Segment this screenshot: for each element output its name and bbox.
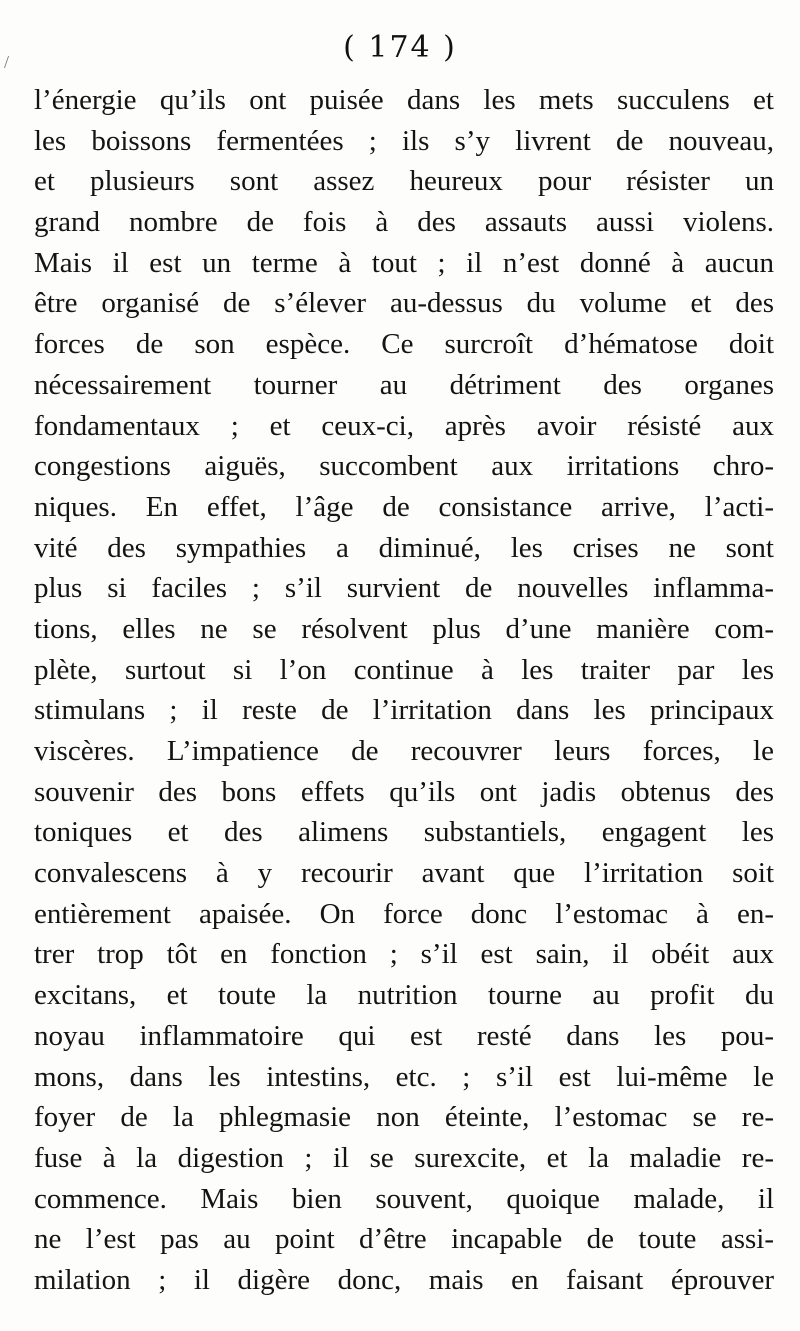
text-line: être organisé de s’élever au-dessus du volume et des (34, 287, 774, 320)
margin-tick-mark: / (4, 52, 10, 72)
text-line: grand nombre de fois à des assauts aussi violens. (34, 206, 774, 239)
text-line: forces de son espèce. Ce surcroît d’hématose doit (34, 328, 774, 361)
text-line: foyer de la phlegmasie non éteinte, l’estomac se re- (34, 1101, 774, 1134)
text-line: nécessairement tourner au détriment des organes (34, 368, 774, 401)
text-line: congestions aiguës, succombent aux irritations chro- (34, 450, 774, 483)
text-line: trer trop tôt en fonction ; s’il est sain, il obéit aux (34, 938, 774, 971)
text-line: milation ; il digère donc, mais en faisant éprouver (34, 1263, 774, 1296)
text-line: plus si faciles ; s’il survient de nouvelles inflamma- (34, 572, 774, 605)
text-line: viscères. L’impatience de recouvrer leurs forces, le (34, 735, 774, 767)
text-line: toniques et des alimens substantiels, engagent les (34, 816, 774, 849)
text-line: l’énergie qu’ils ont puisée dans les mets succulens et (34, 84, 774, 116)
text-line: tions, elles ne se résolvent plus d’une manière com- (34, 612, 774, 645)
page-number: ( 174 ) (343, 30, 457, 65)
text-line: souvenir des bons effets qu’ils ont jadis obtenus des (34, 775, 774, 808)
text-line: ne l’est pas au point d’être incapable de toute assi- (34, 1223, 774, 1256)
text-line: commence. Mais bien souvent, quoique malade, il (34, 1182, 774, 1215)
text-line: noyau inflammatoire qui est resté dans les pou- (34, 1019, 774, 1052)
text-line: stimulans ; il reste de l’irritation dans les principaux (34, 694, 774, 727)
text-line: et plusieurs sont assez heureux pour résister un (34, 165, 774, 198)
text-line: excitans, et toute la nutrition tourne au profit du (34, 979, 774, 1012)
text-line: vité des sympathies a diminué, les crises ne sont (34, 531, 774, 564)
body-text (34, 80, 774, 1301)
text-line: convalescens à y recourir avant que l’irritation soit (34, 857, 774, 890)
text-line: niques. En effet, l’âge de consistance arrive, l’acti- (34, 490, 774, 523)
text-line: les boissons fermentées ; ils s’y livrent de nouveau, (34, 124, 774, 157)
text-line: plète, surtout si l’on continue à les traiter par les (34, 653, 774, 686)
text-line: mons, dans les intestins, etc. ; s’il est lui-même le (34, 1060, 774, 1093)
text-line: fuse à la digestion ; il se surexcite, et la maladie re- (34, 1141, 774, 1174)
text-line: entièrement apaisée. On force donc l’estomac à en- (34, 897, 774, 930)
text-line: Mais il est un terme à tout ; il n’est donné à aucun (34, 246, 774, 279)
text-line: fondamentaux ; et ceux-ci, après avoir résisté aux (34, 409, 774, 442)
